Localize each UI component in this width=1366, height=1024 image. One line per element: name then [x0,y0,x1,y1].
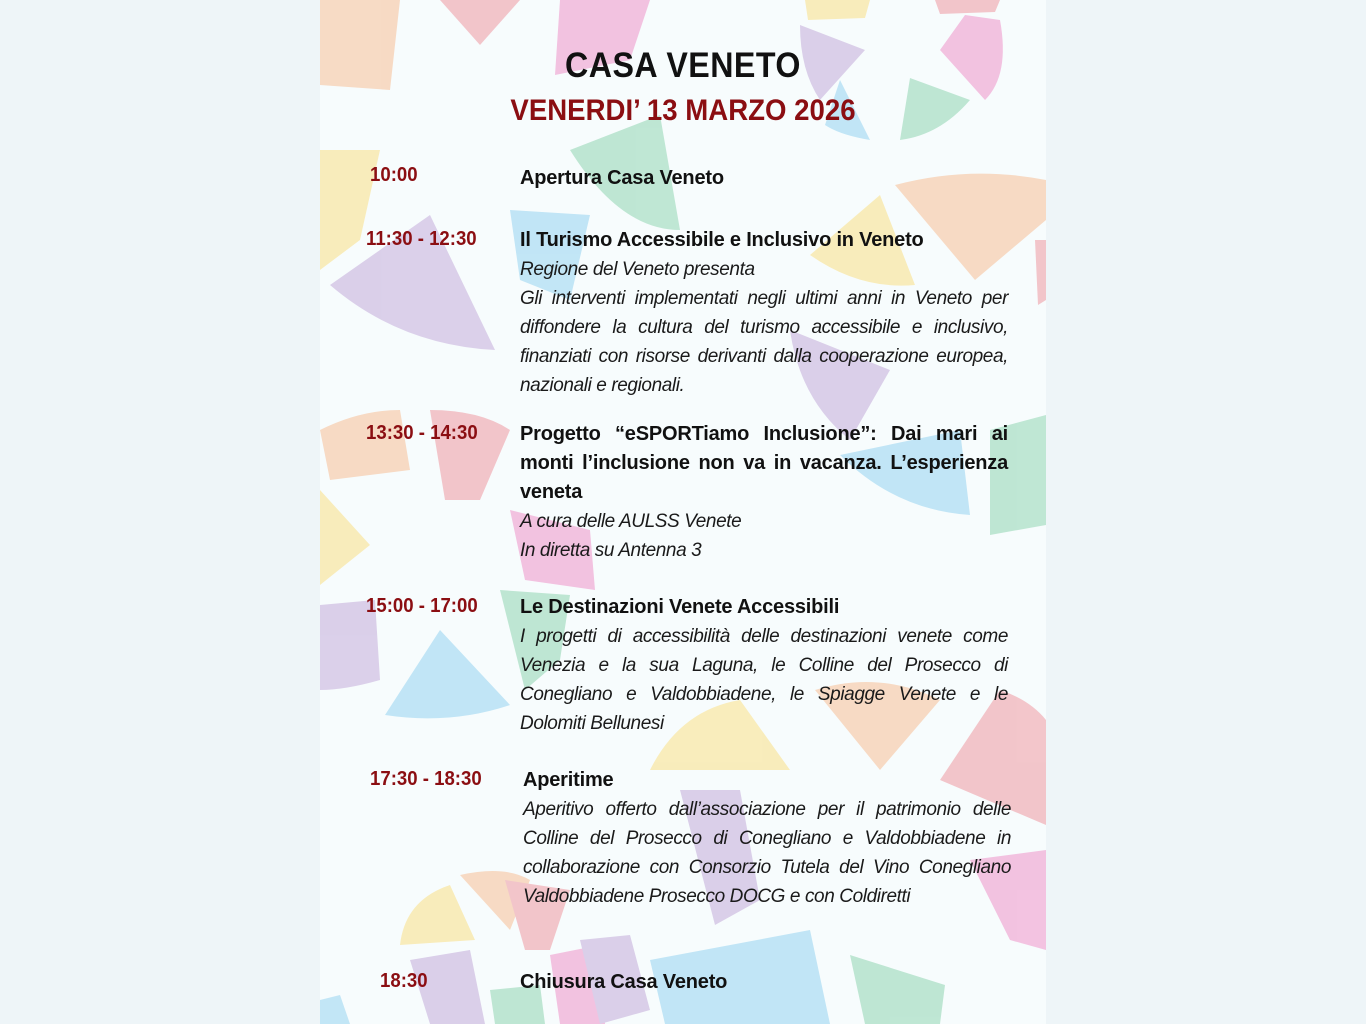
event-description [520,622,1008,738]
event-title: Le Destinazioni Venete Accessibili [520,596,840,618]
event-description [520,255,1008,400]
event-poster [320,0,1046,1024]
event-time: 11:30 - 12:30 [366,228,477,250]
event-time: 13:30 - 14:30 [366,422,478,444]
event-title: Chiusura Casa Veneto [520,971,728,993]
event-details: Gli interventi implementati negli ultimi anni in Veneto per diffondere la cultura del turismo accessibile e inclusivo, finanziati con risorse derivanti dalla cooperazione europea, nazionali e regionali. [520,288,1008,396]
event-title: Progetto “eSPORTiamo Inclusione”: Dai mari ai monti l’inclusione non va in vacanza. L’esperienza veneta [520,423,1008,503]
event-broadcast: In diretta su Antenna 3 [520,540,702,561]
event-date: VENERDI’ 13 MARZO 2026 [510,94,856,127]
event-time: 15:00 - 17:00 [366,595,478,617]
event-details: I progetti di accessibilità delle destinazioni venete come Venezia e la sua Laguna, le Colline del Prosecco di Conegliano e Valdobbiadene, le Spiagge Venete e le Dolomiti Bellunesi [520,626,1008,734]
event-presenter: A cura delle AULSS Venete [520,511,742,532]
event-time: 10:00 [370,164,418,186]
program-content [320,0,1046,1024]
event-time: 17:30 - 18:30 [370,768,482,790]
event-description [523,795,1011,911]
event-time: 18:30 [380,970,428,992]
event-title: Apertura Casa Veneto [520,167,724,189]
event-description [520,507,1008,565]
event-details: Aperitivo offerto dall’associazione per il patrimonio delle Colline del Prosecco di Conegliano e Valdobbiadene in collaborazione con Consorzio Tutela del Vino Conegliano Valdobbiadene Prosecco DOCG e con Coldiretti [523,799,1011,907]
poster-title: CASA VENETO [565,46,801,85]
event-presenter: Regione del Veneto presenta [520,259,755,280]
event-title: Il Turismo Accessibile e Inclusivo in Veneto [520,229,924,251]
event-title: Aperitime [523,769,614,791]
